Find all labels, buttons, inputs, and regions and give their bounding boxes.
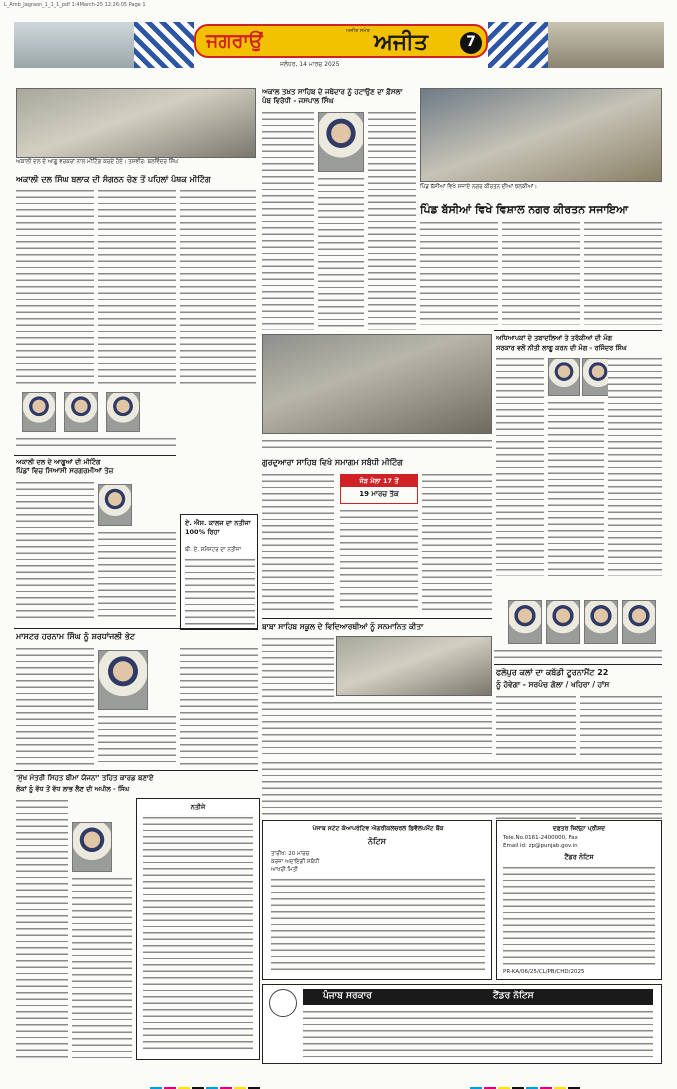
results-ad <box>136 798 260 1060</box>
masthead-date: ਜਲੰਧਰ, 14 ਮਾਰਚ 2025 <box>280 61 340 68</box>
masthead-city-title: ਜਗਰਾਉਂ <box>206 30 263 52</box>
group-photo <box>262 334 492 434</box>
story-body-column <box>262 472 334 612</box>
bank-notice-ad <box>262 820 492 980</box>
story-subhead-kabaddi: ਨੂੰ ਹੋਵੇਗਾ - ਸਰਪੰਚ ਗੋਲਾ / ਖਹਿਰਾ / ਹਾਂਸ <box>496 680 610 689</box>
college-result-box <box>180 514 258 630</box>
office-notice-ad <box>496 820 662 980</box>
portrait-photo <box>106 392 140 432</box>
story-body-column <box>98 188 176 388</box>
story-body-column <box>608 356 662 576</box>
tender-left-title: ਪੰਜਾਬ ਸਰਕਾਰ <box>323 991 372 1001</box>
masthead-small-tag: ਅਜੀਤ ਸਮੇਤ <box>346 28 370 34</box>
mela-date-box <box>340 474 418 504</box>
portrait-photo <box>622 600 656 644</box>
portrait-photo <box>98 484 132 526</box>
tender-banner <box>303 989 653 1005</box>
portrait-photo <box>98 650 148 710</box>
story-body-column <box>262 700 492 754</box>
story-headline-akali-meeting: ਅਕਾਲੀ ਦਲ ਸਿੰਘ ਬਲਾਕ ਦੀ ਸੰਗਠਨ ਚੋਣ ਤੋਂ ਪਹਿਲਾਂ ਪੰਥਕ ਮੀਟਿੰਗ <box>16 175 211 184</box>
page-number-badge <box>460 32 482 54</box>
story-body-column <box>72 876 132 1058</box>
story-headline-tribute: ਮਾਸਟਰ ਹਰਨਾਮ ਸਿੰਘ ਨੂੰ ਸ਼ਰਧਾਂਜਲੀ ਭੇਟ <box>16 632 136 641</box>
story-body-column <box>422 472 492 612</box>
tender-notice-ad <box>262 984 662 1064</box>
story-body-column <box>16 188 94 388</box>
office-notice-code: PR-KA/06/25/CL/PB/CHD/2025 <box>503 969 585 975</box>
meeting-photo-caption: ਅਕਾਲੀ ਦਲ ਦੇ ਆਗੂ ਵਰਕਰਾਂ ਨਾਲ ਮੀਟਿੰਗ ਕਰਦੇ ਹੋਏ। ਤਸਵੀਰ: ਬਲਵਿੰਦਰ ਸਿੰਘ <box>16 159 179 165</box>
portrait-captions <box>16 436 176 448</box>
bank-notice-line: ਆਖਰੀ ਮਿਤੀ <box>271 867 298 873</box>
portrait-photo <box>548 358 580 396</box>
school-photo <box>336 636 492 696</box>
portrait-photo <box>22 392 56 432</box>
bank-notice-title: ਨੋਟਿਸ <box>367 837 387 846</box>
story-body-column <box>180 188 256 388</box>
color-registration-strip <box>470 1078 582 1089</box>
divider <box>262 618 492 619</box>
office-notice-title: ਟੈਂਡਰ ਨੋਟਿਸ <box>564 853 594 861</box>
story-body-column <box>502 220 580 325</box>
story-kicker-teachers: ਅਧਿਆਪਕਾਂ ਦੇ ਤਬਾਦਲਿਆਂ ਤੇ ਤਰੱਕੀਆਂ ਦੀ ਮੰਗ <box>496 334 613 342</box>
college-result-body <box>185 557 255 625</box>
bank-notice-body <box>271 877 485 973</box>
story-body-column <box>98 714 176 766</box>
college-result-lead: ਬੀ. ਏ. ਸਮੈਸਟਰ ਦਾ ਨਤੀਜਾ <box>185 547 242 553</box>
portrait-photo <box>318 112 364 172</box>
mela-badge: ਜੋੜ ਮੇਲਾ 17 ਤੋਂ <box>341 475 417 487</box>
story-headline-teachers: ਸਰਕਾਰ ਵਲੋਂ ਨੀਤੀ ਲਾਗੂ ਕਰਨ ਦੀ ਮੰਗ - ਰਜਿੰਦਰ ਸਿੰਘ <box>496 344 627 352</box>
office-notice-body <box>503 865 655 965</box>
office-notice-tel: Tele.No.0161-2400000, Fax <box>503 835 578 841</box>
govt-emblem-icon <box>269 989 297 1017</box>
portrait-photo <box>72 822 112 872</box>
divider <box>14 628 258 629</box>
story-body-column <box>318 176 364 330</box>
portrait-photo <box>508 600 542 644</box>
results-ad-body <box>143 815 253 1051</box>
nagar-kirtan-caption: ਪਿੰਡ ਬੱਸੀਆਂ ਵਿਖੇ ਸਜਾਏ ਨਗਰ ਕੀਰਤਨ ਦੀਆਂ ਝਲਕੀਆਂ। <box>420 184 538 190</box>
registration-line: L_Amb_Jagraon_1_1_1_pdf 1:4March-25 12:26:05 Page 1 <box>4 2 146 8</box>
color-registration-strip <box>150 1078 262 1089</box>
college-result-title: ਏ. ਐਸ. ਕਾਲਜ ਦਾ ਨਤੀਜਾ 100% ਰਿਹਾ <box>185 519 251 536</box>
bank-notice-heading: ਪੰਜਾਬ ਸਟੇਟ ਕੋਆਪਰੇਟਿਵ ਐਗਰੀਕਲਚਰਲ ਡਿਵੈਲਪਮੈਂਟ ਬੈਂਕ <box>312 825 444 832</box>
meeting-photo <box>16 88 256 158</box>
portrait-captions <box>494 648 662 660</box>
story-body-column <box>16 798 68 1058</box>
page-number: 7 <box>466 34 476 50</box>
story-body-column <box>584 220 662 325</box>
divider <box>494 330 662 331</box>
story-body-column <box>16 646 94 766</box>
office-notice-email: Email id: zp@punjab.gov.in <box>503 843 578 849</box>
story-body-column <box>16 480 94 620</box>
story-body-column <box>496 356 544 576</box>
story-headline-jathedar: ਅਕਾਲ ਤਖ਼ਤ ਸਾਹਿਬ ਦੇ ਜਥੇਦਾਰ ਨੂੰ ਹਟਾਉਣ ਦਾ ਫ਼ੈਸਲਾ ਪੰਥ ਵਿਰੋਧੀ - ਜਸਪਾਲ ਸਿੰਘ <box>262 88 403 105</box>
story-headline-health: 'ਮੁੱਖ ਮੰਤਰੀ ਸਿਹਤ ਬੀਮਾ ਯੋਜਨਾ' ਤਹਿਤ ਕਾਰਡ ਬਣਾਏ <box>16 774 154 782</box>
bank-notice-line: ਤਾਰੀਖ: 20 ਮਾਰਚ <box>271 851 310 857</box>
portrait-photo <box>64 392 98 432</box>
mela-date: 19 ਮਾਰਚ ਤੱਕ <box>359 490 399 498</box>
masthead-band <box>194 24 488 58</box>
tender-notice-body <box>303 1009 653 1059</box>
masthead-photo-right <box>548 22 664 68</box>
masthead-paper-title: ਅਜੀਤ <box>374 29 428 55</box>
story-headline-political: ਪਿੰਡਾਂ ਵਿਚ ਸਿਆਸੀ ਸਰਗਰਮੀਆਂ ਤੇਜ਼ <box>16 467 114 475</box>
story-body-column <box>420 220 498 325</box>
masthead-pattern-left <box>134 22 194 68</box>
masthead-photo-left <box>14 22 134 68</box>
story-headline-nagar-kirtan: ਪਿੰਡ ਬੱਸੀਆਂ ਵਿਖੇ ਵਿਸ਼ਾਲ ਨਗਰ ਕੀਰਤਨ ਸਜਾਇਆ <box>420 203 629 216</box>
nagar-kirtan-photo <box>420 88 662 182</box>
story-body-band <box>262 760 662 816</box>
story-headline-kabaddi: ਫਲੇਪੁਰ ਕਲਾਂ ਦਾ ਕਬੱਡੀ ਟੂਰਨਾਮੈਂਟ 22 <box>496 668 609 677</box>
masthead-pattern-right <box>488 22 548 68</box>
story-body-column <box>180 646 258 766</box>
story-body-column <box>548 400 604 576</box>
story-subhead-health: ਲੋਕਾਂ ਨੂੰ ਵੱਧ ਤੋਂ ਵੱਧ ਲਾਭ ਲੈਣ ਦੀ ਅਪੀਲ - ਸਿੰਘ <box>16 785 130 793</box>
tender-right-title: ਟੈਂਡਰ ਨੋਟਿਸ <box>493 991 534 1001</box>
story-headline-school: ਬਾਬਾ ਸਾਹਿਬ ਸਕੂਲ ਦੇ ਵਿਦਿਆਰਥੀਆਂ ਨੂੰ ਸਨਮਾਨਿਤ ਕੀਤਾ <box>262 622 424 631</box>
results-ad-title: ਨਤੀਜੇ <box>190 803 206 811</box>
story-body-column <box>262 636 334 698</box>
story-kicker-akali: ਅਕਾਲੀ ਦਲ ਦੇ ਆਗੂਆਂ ਦੀ ਮੀਟਿੰਗ <box>16 458 101 466</box>
office-notice-heading: ਦਫ਼ਤਰ ਜ਼ਿਲ੍ਹਾ ਪ੍ਰੀਸ਼ਦ <box>552 825 606 832</box>
story-body-column <box>368 110 416 330</box>
group-photo-caption <box>262 438 492 452</box>
bank-notice-line: ਕਰਜ਼ਾ ਅਦਾਇਗੀ ਸਬੰਧੀ <box>271 859 320 865</box>
story-body-column <box>262 110 314 330</box>
portrait-photo <box>584 600 618 644</box>
story-body-column <box>98 530 176 620</box>
divider <box>14 770 258 771</box>
divider <box>14 455 176 456</box>
story-body-column <box>340 508 418 612</box>
story-headline-gurdwara: ਗੁਰਦੁਆਰਾ ਸਾਹਿਬ ਵਿਖੇ ਸਮਾਗਮ ਸਬੰਧੀ ਮੀਟਿੰਗ <box>262 458 403 467</box>
portrait-photo <box>546 600 580 644</box>
divider <box>494 664 662 665</box>
